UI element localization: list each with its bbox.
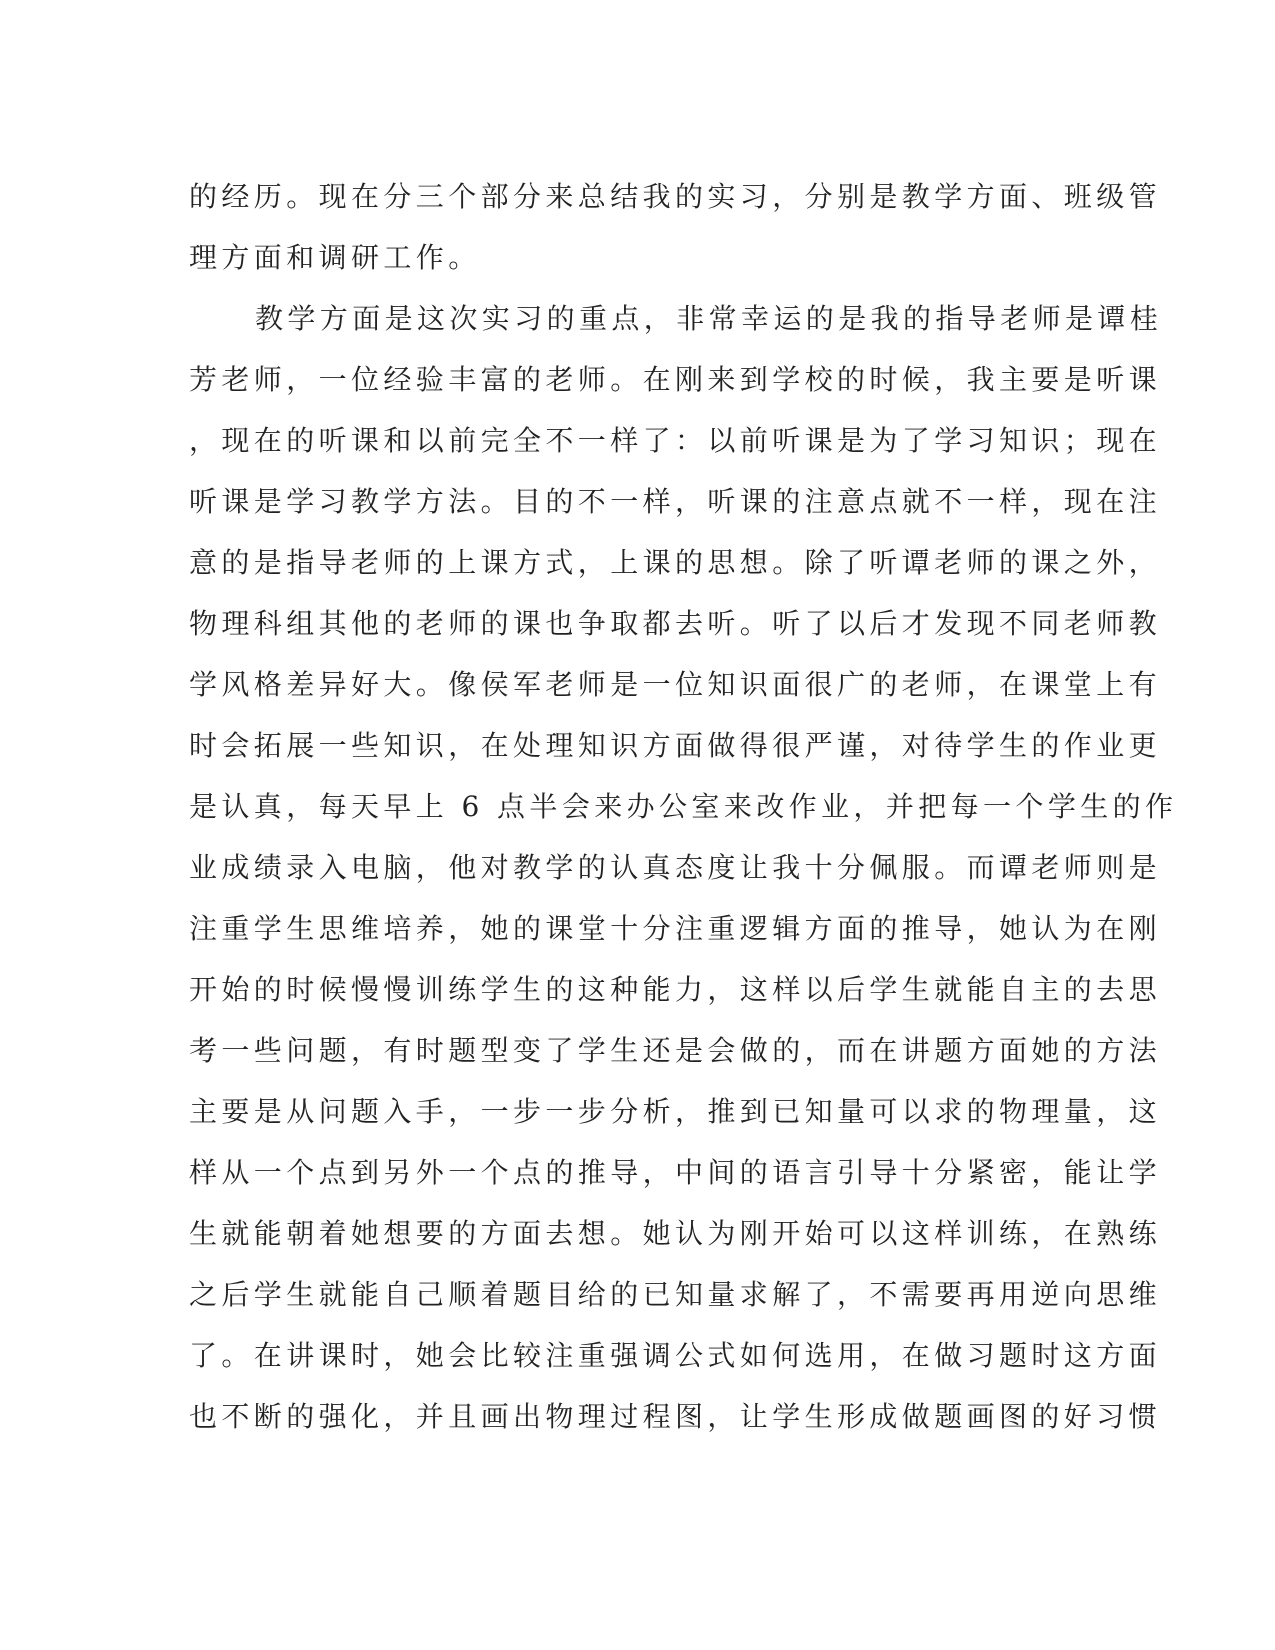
text-line: 主要是从问题入手，一步一步分析，推到已知量可以求的物理量，这 bbox=[189, 1095, 1162, 1128]
text-line: 开始的时候慢慢训练学生的这种能力，这样以后学生就能自主的去思 bbox=[189, 973, 1162, 1006]
body-text bbox=[189, 166, 1178, 1447]
text-line: 生就能朝着她想要的方面去想。她认为刚开始可以这样训练，在熟练 bbox=[189, 1217, 1162, 1250]
text-line: 了。在讲课时，她会比较注重强调公式如何选用，在做习题时这方面 bbox=[189, 1339, 1162, 1372]
text-line: 业成绩录入电脑，他对教学的认真态度让我十分佩服。而谭老师则是 bbox=[189, 851, 1162, 884]
text-line: 样从一个点到另外一个点的推导，中间的语言引导十分紧密，能让学 bbox=[189, 1156, 1162, 1189]
text-line: ，现在的听课和以前完全不一样了：以前听课是为了学习知识；现在 bbox=[189, 424, 1162, 457]
text-line: 时会拓展一些知识，在处理知识方面做得很严谨，对待学生的作业更 bbox=[189, 729, 1162, 762]
text-line: 学风格差异好大。像侯军老师是一位知识面很广的老师，在课堂上有 bbox=[189, 668, 1162, 701]
paragraph-start-line: 教学方面是这次实习的重点，非常幸运的是我的指导老师是谭桂 bbox=[255, 302, 1163, 335]
text-line: 的经历。现在分三个部分来总结我的实习，分别是教学方面、班级管 bbox=[189, 180, 1162, 213]
text-line: 意的是指导老师的上课方式，上课的思想。除了听谭老师的课之外， bbox=[189, 546, 1162, 579]
text-line: 注重学生思维培养，她的课堂十分注重逻辑方面的推导，她认为在刚 bbox=[189, 912, 1162, 945]
text-line: 听课是学习教学方法。目的不一样，听课的注意点就不一样，现在注 bbox=[189, 485, 1162, 518]
text-line: 考一些问题，有时题型变了学生还是会做的，而在讲题方面她的方法 bbox=[189, 1034, 1162, 1067]
text-line: 也不断的强化，并且画出物理过程图，让学生形成做题画图的好习惯 bbox=[189, 1400, 1162, 1433]
text-line: 是认真，每天早上 6 点半会来办公室来改作业，并把每一个学生的作 bbox=[189, 790, 1178, 823]
text-line: 芳老师，一位经验丰富的老师。在刚来到学校的时候，我主要是听课 bbox=[189, 363, 1162, 396]
text-line: 物理科组其他的老师的课也争取都去听。听了以后才发现不同老师教 bbox=[189, 607, 1162, 640]
text-line: 之后学生就能自己顺着题目给的已知量求解了，不需要再用逆向思维 bbox=[189, 1278, 1162, 1311]
text-line: 理方面和调研工作。 bbox=[189, 241, 481, 274]
